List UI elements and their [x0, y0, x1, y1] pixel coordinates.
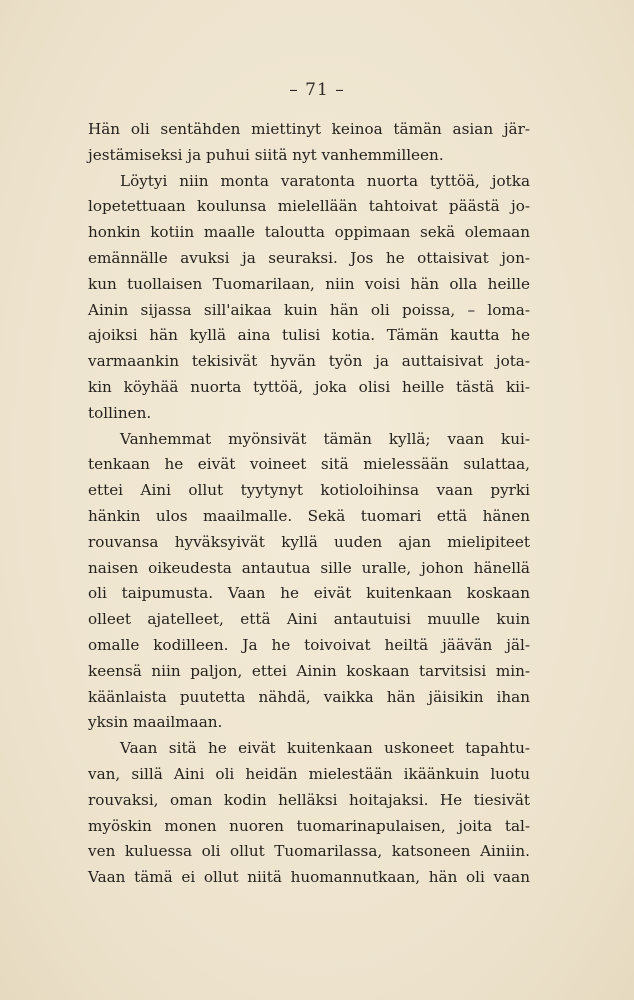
text-line: olleet ajatelleet, että Aini antautuisi muulle kuin — [88, 610, 530, 629]
text-line: oli taipumusta. Vaan he eivät kuitenkaan koskaan — [88, 584, 530, 603]
text-line: rouvaksi, oman kodin helläksi hoitajaksi. He tiesivät — [88, 790, 530, 809]
text-line: naisen oikeudesta antautua sille uralle, johon hänellä — [88, 558, 530, 577]
text-line: van, sillä Aini oli heidän mielestään ikäänkuin luotu — [88, 764, 530, 783]
text-line: tenkaan he eivät voineet sitä mielessään sulattaa, — [88, 455, 530, 474]
text-line: Hän oli sentähden miettinyt keinoa tämän asian jär- — [88, 120, 530, 138]
text-line: Vaan tämä ei ollut niitä huomannutkaan, hän oli vaan — [88, 868, 530, 887]
text-line: varmaankin tekisivät hyvän työn ja auttaisivat jota- — [88, 352, 530, 371]
text-line: käänlaista puutetta nähdä, vaikka hän jäisikin ihan — [88, 687, 530, 706]
text-line: kun tuollaisen Tuomarilaan, niin voisi hän olla heille — [88, 274, 530, 293]
text-line: honkin kotiin maalle taloutta oppimaan sekä olemaan — [88, 223, 530, 242]
body-text — [88, 117, 530, 891]
text-line: lopetettuaan koulunsa mielellään tahtoivat päästä jo- — [88, 197, 530, 216]
text-line: Vanhemmat myönsivät tämän kyllä; vaan kui- — [120, 429, 530, 448]
text-line: Löytyi niin monta varatonta nuorta tyttöä, jotka — [120, 171, 530, 190]
text-line: keensä niin paljon, ettei Ainin koskaan tarvitsisi min- — [88, 661, 530, 680]
text-line: ven kuluessa oli ollut Tuomarilassa, katsoneen Ainiin. — [88, 842, 530, 861]
text-line: rouvansa hyväksyivät kyllä uuden ajan mielipiteet — [88, 532, 530, 551]
text-line: Ainin sijassa sill'aikaa kuin hän oli poissa, – loma- — [88, 300, 530, 319]
text-line: jestämiseksi ja puhui siitä nyt vanhemmilleen. — [88, 145, 444, 164]
text-line: ajoiksi hän kyllä aina tulisi kotia. Tämän kautta he — [88, 326, 530, 345]
text-line: Vaan sitä he eivät kuitenkaan uskoneet tapahtu- — [120, 739, 530, 758]
text-line: omalle kodilleen. Ja he toivoivat heiltä jäävän jäl- — [88, 635, 530, 654]
text-line: ettei Aini ollut tyytynyt kotioloihinsa vaan pyrki — [88, 481, 530, 500]
text-line: hänkin ulos maailmalle. Sekä tuomari että hänen — [88, 506, 530, 525]
text-line: myöskin monen nuoren tuomarinapulaisen, joita tal- — [88, 816, 530, 835]
page-number: – 71 – — [289, 80, 345, 100]
text-line: tollinen. — [88, 403, 152, 422]
text-line: yksin maailmaan. — [88, 713, 223, 732]
text-line: kin köyhää nuorta tyttöä, joka olisi heille tästä kii- — [88, 377, 530, 396]
text-line: emännälle avuksi ja seuraksi. Jos he ottaisivat jon- — [88, 248, 530, 267]
